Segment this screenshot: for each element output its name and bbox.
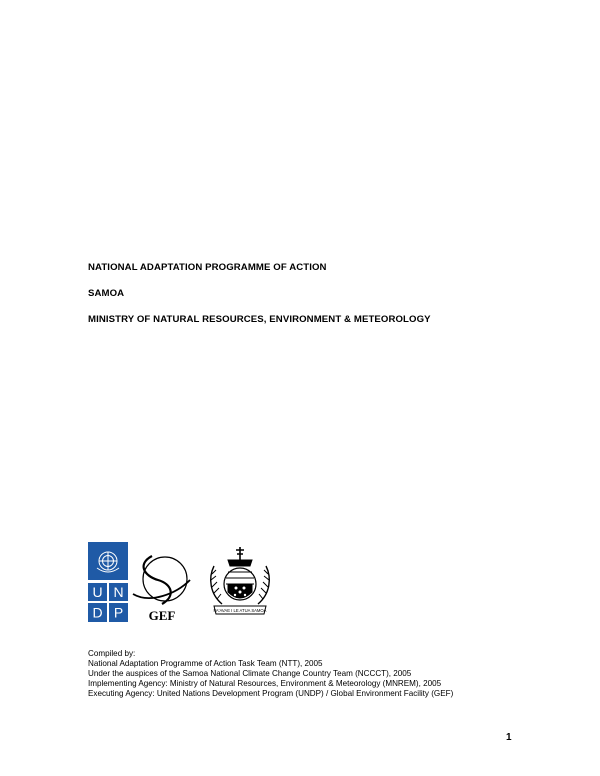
ministry-heading: MINISTRY OF NATURAL RESOURCES, ENVIRONMENT & METEOROLOGY	[88, 314, 431, 325]
document-title: NATIONAL ADAPTATION PROGRAMME OF ACTION	[88, 262, 327, 273]
undp-letter-n: N	[113, 584, 124, 600]
country-heading: SAMOA	[88, 288, 125, 299]
undp-letter-p: P	[113, 604, 124, 621]
undp-letter-d: D	[92, 604, 103, 621]
compiled-by-block	[88, 649, 453, 699]
page-number: 1	[506, 732, 512, 743]
seal-motto: FA'AVAE I LE ATUA SAMOA	[213, 608, 267, 613]
undp-logo	[88, 542, 128, 622]
compiled-line-executing-agency: Executing Agency: United Nations Development Program (UNDP) / Global Environment Facility (GEF)	[88, 689, 454, 699]
samoa-coat-of-arms	[206, 544, 274, 620]
gef-label: GEF	[148, 608, 176, 622]
undp-letter-u: U	[92, 584, 103, 600]
gef-logo	[132, 550, 192, 622]
logo-row	[88, 542, 288, 622]
compiled-line-nccct: Under the auspices of the Samoa National Climate Change Country Team (NCCCT), 2005	[88, 669, 412, 679]
compiled-by-label: Compiled by:	[88, 649, 136, 658]
compiled-line-ntt: National Adaptation Programme of Action Task Team (NTT), 2005	[88, 659, 323, 669]
compiled-line-implementing-agency: Implementing Agency: Ministry of Natural Resources, Environment & Meteorology (MNREM), 2005	[88, 679, 442, 689]
